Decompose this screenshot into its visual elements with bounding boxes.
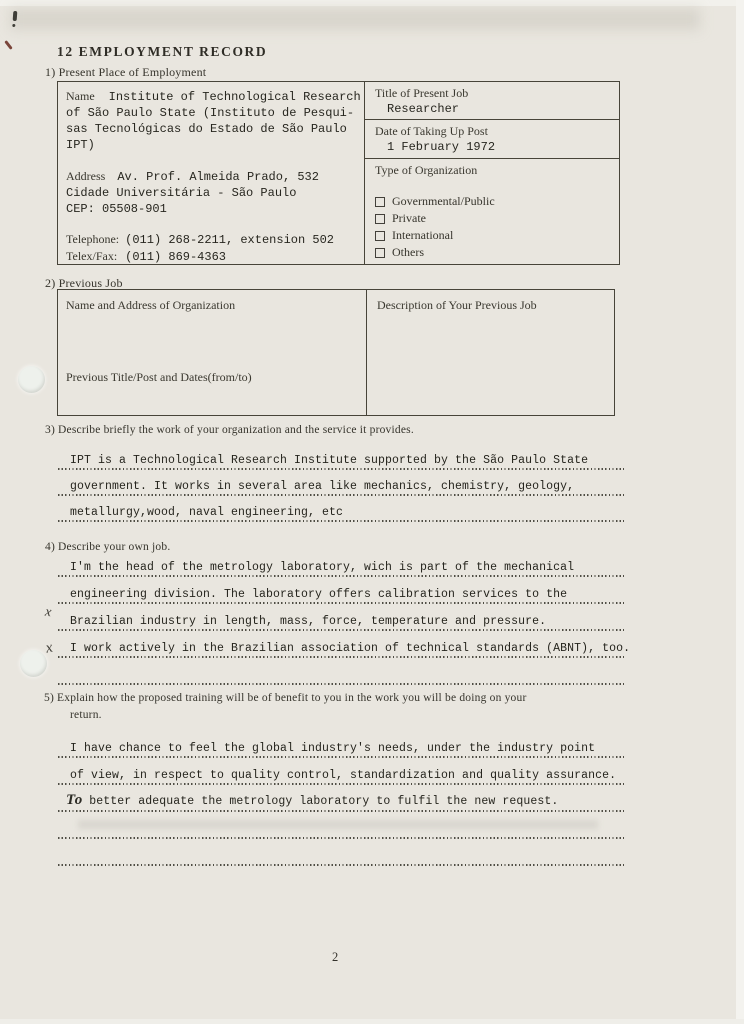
previous-job-description-header: Description of Your Previous Job bbox=[377, 298, 537, 312]
section5-label-line2: return. bbox=[70, 709, 102, 721]
answer-text bbox=[66, 791, 558, 809]
employer-name-address-cell bbox=[58, 82, 365, 264]
employer-address-line: Av. Prof. Almeida Prado, 532 bbox=[117, 170, 319, 184]
present-employment-table bbox=[57, 81, 620, 265]
employer-address-line: CEP: 05508-901 bbox=[66, 202, 167, 216]
section5-label-line1: 5) Explain how the proposed training will be of benefit to you in the work you will be doing on your bbox=[44, 692, 527, 704]
present-job-cells bbox=[365, 82, 619, 264]
employer-address-line: Cidade Universitária - São Paulo bbox=[66, 186, 297, 200]
section4-label: 4) Describe your own job. bbox=[45, 541, 171, 553]
answer-text: I work actively in the Brazilian association of technical standards (ABNT), too. bbox=[70, 642, 631, 655]
employer-name-line: of São Paulo State (Instituto de Pesqui- bbox=[66, 106, 355, 120]
answer-text: engineering division. The laboratory offers calibration services to the bbox=[70, 588, 568, 601]
section5-answers bbox=[58, 731, 624, 866]
option-international bbox=[375, 227, 609, 244]
answer-line bbox=[58, 604, 624, 631]
option-others bbox=[375, 244, 609, 261]
employer-name-line: sas Tecnológicas do Estado de São Paulo bbox=[66, 122, 347, 136]
option-private bbox=[375, 210, 609, 227]
answer-line-empty bbox=[58, 658, 624, 685]
telex-fax-value: (011) 869-4363 bbox=[125, 250, 226, 264]
hole-punch-top bbox=[18, 366, 45, 393]
checkbox-icon bbox=[375, 248, 385, 258]
scan-artifact-mark-red bbox=[4, 40, 13, 50]
previous-title-header: Previous Title/Post and Dates(from/to) bbox=[66, 370, 252, 384]
option-label: Others bbox=[392, 245, 424, 259]
section3-label: 3) Describe briefly the work of your organization and the service it provides. bbox=[45, 424, 414, 436]
previous-job-description-cell bbox=[367, 290, 614, 415]
section3-answers bbox=[58, 444, 624, 522]
organization-type-options bbox=[375, 193, 609, 261]
checkbox-icon bbox=[375, 231, 385, 241]
telephone-value: (011) 268-2211, extension 502 bbox=[125, 233, 334, 247]
name-label: Name bbox=[66, 89, 95, 103]
section4-answers bbox=[58, 550, 631, 685]
checkbox-icon bbox=[375, 214, 385, 224]
previous-org-header: Name and Address of Organization bbox=[66, 298, 236, 312]
answer-text: metallurgy,wood, naval engineering, etc bbox=[70, 506, 344, 519]
job-title-cell bbox=[365, 82, 619, 120]
handwritten-to: To bbox=[66, 792, 84, 808]
answer-line-empty bbox=[58, 812, 624, 839]
option-label: Governmental/Public bbox=[392, 194, 495, 208]
page-title: 12 EMPLOYMENT RECORD bbox=[57, 44, 268, 59]
scanner-edge-right bbox=[736, 0, 744, 1024]
answer-line bbox=[58, 444, 624, 470]
date-of-post-value: 1 February 1972 bbox=[387, 140, 496, 154]
answer-text: of view, in respect to quality control, standardization and quality assurance. bbox=[70, 769, 617, 782]
handwritten-x-mark: x bbox=[44, 639, 55, 657]
organization-type-cell bbox=[365, 159, 619, 265]
answer-text: government. It works in several area like mechanics, chemistry, geology, bbox=[70, 480, 575, 493]
address-label: Address bbox=[66, 169, 106, 183]
telephone-label: Telephone: bbox=[66, 232, 120, 246]
date-of-post-cell bbox=[365, 120, 619, 159]
employer-name-line: IPT) bbox=[66, 138, 95, 152]
checkbox-icon bbox=[375, 197, 385, 207]
previous-job-table bbox=[57, 289, 615, 416]
dotted-line bbox=[58, 520, 624, 522]
scan-artifact-mark bbox=[13, 11, 18, 21]
scanner-edge-top bbox=[0, 0, 744, 6]
date-of-post-label: Date of Taking Up Post bbox=[375, 124, 488, 138]
option-label: International bbox=[392, 228, 454, 242]
scanner-shadow-band bbox=[10, 8, 700, 30]
answer-line bbox=[58, 631, 631, 658]
answer-text: IPT is a Technological Research Institute supported by the São Paulo State bbox=[70, 454, 589, 467]
answer-text-typed: better adequate the metrology laboratory to fulfil the new request. bbox=[89, 795, 559, 808]
section1-label: 1) Present Place of Employment bbox=[45, 65, 207, 79]
page-number: 2 bbox=[332, 950, 339, 964]
organization-type-label: Type of Organization bbox=[375, 163, 478, 177]
telex-fax-label: Telex/Fax: bbox=[66, 249, 118, 263]
employer-name-line: Institute of Technological Research bbox=[108, 90, 361, 104]
previous-org-cell bbox=[58, 290, 367, 415]
answer-line bbox=[58, 731, 624, 758]
answer-line bbox=[58, 470, 624, 496]
handwritten-x-mark: x bbox=[44, 604, 53, 621]
answer-line bbox=[58, 577, 624, 604]
dotted-line bbox=[58, 683, 624, 685]
answer-text: Brazilian industry in length, mass, force, temperature and pressure. bbox=[70, 615, 547, 628]
job-title-label: Title of Present Job bbox=[375, 86, 469, 100]
answer-text: I have chance to feel the global industry's needs, under the industry point bbox=[70, 742, 596, 755]
option-governmental-public bbox=[375, 193, 609, 210]
option-label: Private bbox=[392, 211, 426, 225]
hole-punch-bottom bbox=[20, 650, 47, 677]
answer-line bbox=[58, 758, 624, 785]
answer-line bbox=[58, 785, 624, 812]
job-title-value: Researcher bbox=[387, 102, 460, 116]
answer-line-empty bbox=[58, 839, 624, 866]
dotted-line bbox=[58, 864, 624, 866]
answer-text: I'm the head of the metrology laboratory, wich is part of the mechanical bbox=[70, 561, 575, 574]
section2-label: 2) Previous Job bbox=[45, 276, 123, 290]
answer-line bbox=[58, 550, 624, 577]
scanner-edge-bottom bbox=[0, 1019, 744, 1024]
answer-line bbox=[58, 496, 624, 522]
